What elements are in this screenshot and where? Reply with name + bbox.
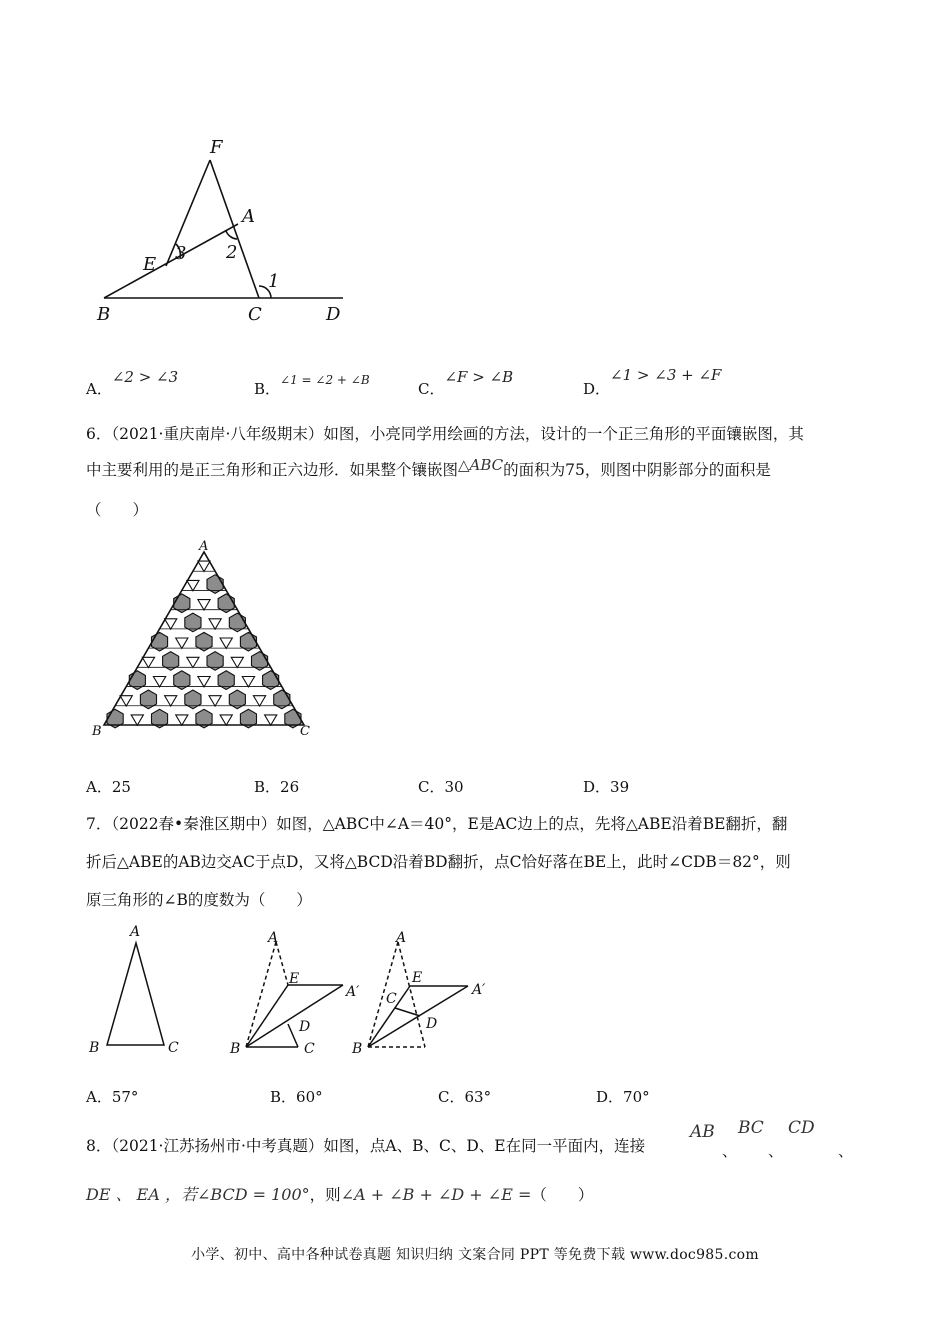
white-triangle	[176, 715, 188, 725]
q7-option-b[interactable]: B．60°	[270, 1088, 323, 1106]
fig3-label-b: B	[352, 1041, 363, 1057]
label-2: 2	[226, 242, 238, 263]
q8-sep-1: 、	[722, 1142, 738, 1160]
q8-line-2: DE 、 EA ，若∠BCD = 100°，则∠A + ∠B + ∠D + ∠E =（ ）	[86, 1185, 594, 1204]
q6-option-c[interactable]: C．30	[418, 778, 464, 796]
fig3-label-e: E	[412, 970, 423, 986]
line-fc	[210, 160, 259, 298]
white-triangle	[142, 657, 154, 667]
fig2-dc	[288, 1024, 298, 1047]
white-triangle	[220, 638, 232, 648]
white-triangle	[165, 619, 177, 629]
q5-option-c[interactable]: C．∠F > ∠B	[418, 368, 514, 398]
fig2-label-a: A	[268, 930, 279, 946]
q7-option-a[interactable]: A．57°	[86, 1088, 139, 1106]
q6-option-d[interactable]: D．39	[583, 778, 630, 796]
label-d: D	[326, 304, 341, 325]
q8-seg-ab: AB	[690, 1122, 715, 1142]
fig1-label-a: A	[130, 924, 141, 940]
label-e: E	[143, 254, 157, 275]
fig2-label-c: C	[304, 1041, 315, 1057]
white-triangle	[209, 619, 221, 629]
figure-angles	[90, 128, 360, 328]
white-triangle	[198, 561, 210, 571]
q8-sep-3: 、	[838, 1142, 854, 1160]
q7-option-d[interactable]: D．70°	[596, 1088, 650, 1106]
fig2-be	[246, 985, 288, 1047]
fig3-dashed-ac	[398, 942, 425, 1047]
line-ba	[104, 224, 238, 298]
label-f: F	[210, 137, 223, 158]
fig2-label-ap: A′	[346, 984, 360, 1000]
q7-line-3: 原三角形的∠B的度数为（ ）	[86, 891, 312, 909]
q7-line-1: 7．（2022春•秦淮区期中）如图，△ABC中∠A＝40°，E是AC边上的点，先将△ABE沿着BE翻折，翻	[86, 815, 788, 833]
q6-line-3: （ ）	[86, 501, 149, 519]
white-triangle	[131, 715, 143, 725]
q8-seg-bc: BC	[738, 1118, 764, 1138]
fig2-label-b: B	[230, 1041, 241, 1057]
q5-option-d[interactable]: D．∠1 > ∠3 + ∠F	[583, 366, 722, 398]
q6-option-a[interactable]: A．25	[86, 778, 131, 796]
fig2-dashed-ae	[276, 942, 288, 985]
white-triangle	[187, 580, 199, 590]
fig3-label-ap: A′	[472, 982, 486, 998]
q8-seg-cd: CD	[788, 1118, 815, 1138]
fig3-label-c: C	[386, 991, 397, 1007]
white-triangle	[253, 696, 265, 706]
white-triangle	[265, 715, 277, 725]
fig2-label-d: D	[299, 1019, 311, 1035]
fig1-triangle	[107, 943, 164, 1045]
white-triangle	[176, 638, 188, 648]
q8-sep-2: 、	[768, 1142, 784, 1160]
white-triangle	[187, 657, 199, 667]
fig2-label-e: E	[289, 971, 300, 987]
white-triangle	[220, 715, 232, 725]
white-triangle	[120, 696, 132, 706]
q6-option-b[interactable]: B．26	[254, 778, 300, 796]
label-b: B	[92, 724, 102, 739]
white-triangle	[198, 677, 210, 687]
white-triangle	[209, 696, 221, 706]
label-c: C	[248, 304, 262, 325]
label-3: 3	[175, 243, 187, 264]
white-triangle	[242, 677, 254, 687]
white-triangle	[153, 677, 165, 687]
q6-line-1: 6．（2021·重庆南岸·八年级期末）如图，小亮同学用绘画的方法，设计的一个正三角形的平面镶嵌图，其	[86, 425, 804, 443]
fig3-label-d: D	[426, 1016, 438, 1032]
label-a: A	[199, 539, 209, 554]
q6-line-2: 中主要利用的是正三角形和正六边形．如果整个镶嵌图△ABC的面积为75，则图中阴影部分的面积是	[86, 456, 771, 479]
white-triangle	[198, 600, 210, 610]
fig1-label-b: B	[89, 1040, 100, 1056]
q8-line-1: 8．（2021·江苏扬州市·中考真题）如图，点A、B、C、D、E在同一平面内，连接	[86, 1137, 646, 1155]
figure-folding	[86, 918, 496, 1062]
label-b: B	[97, 304, 111, 325]
line-fe	[166, 160, 210, 266]
fig3-label-a: A	[396, 930, 407, 946]
fig3-ba	[368, 986, 468, 1047]
q7-line-2: 折后△ABE的AB边交AC于点D，又将△BCD沿着BD翻折，点C恰好落在BE上，此时∠CDB＝82°，则	[86, 853, 791, 871]
label-a: A	[242, 206, 255, 227]
figure-tessellation	[88, 534, 320, 742]
white-triangle	[165, 696, 177, 706]
q5-option-b[interactable]: B．$^{\angle 1 = \angle 2 + \angle B}$	[254, 373, 370, 398]
fig1-label-c: C	[168, 1040, 179, 1056]
page-footer: 小学、初中、高中各种试卷真题 知识归纳 文案合同 PPT 等免费下载 www.doc985.com	[191, 1247, 759, 1263]
label-c: C	[300, 724, 310, 739]
q7-option-c[interactable]: C．63°	[438, 1088, 492, 1106]
label-1: 1	[268, 271, 280, 292]
white-triangle	[231, 657, 243, 667]
q5-option-a[interactable]: A．∠2 > ∠3	[86, 368, 179, 398]
